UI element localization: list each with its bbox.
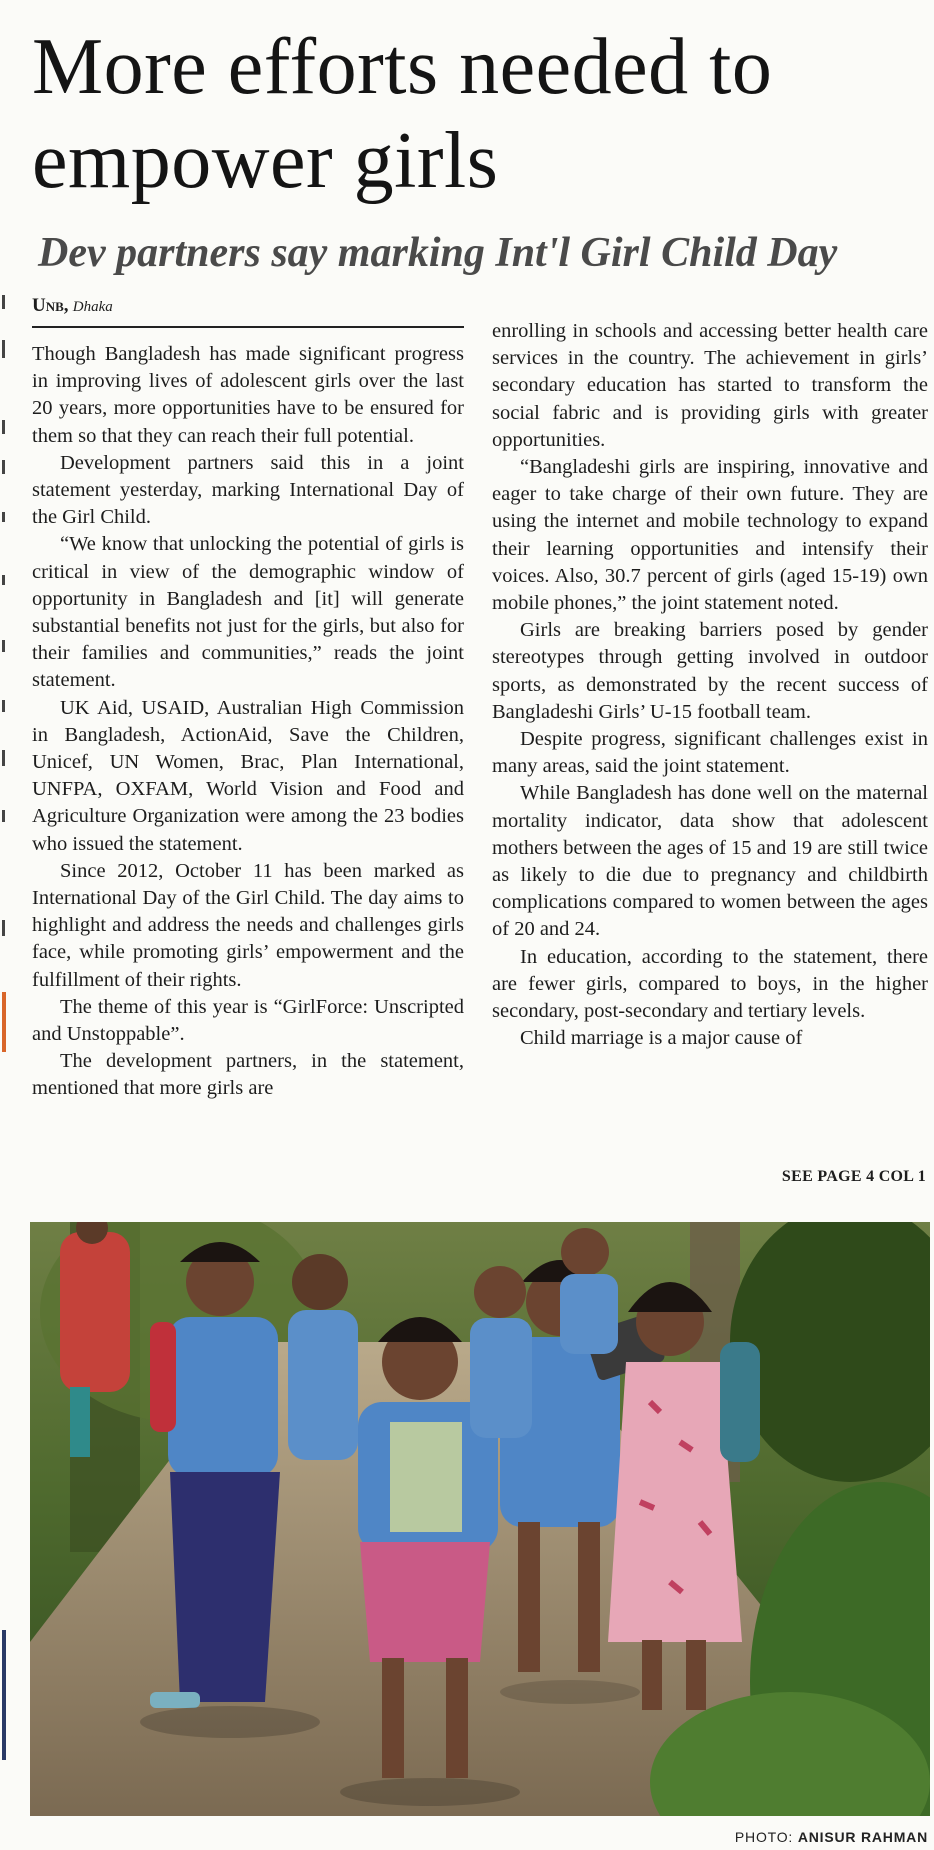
byline [32, 296, 113, 317]
news-photo [30, 1222, 930, 1816]
gutter-mark [2, 295, 5, 309]
gutter-mark [2, 460, 5, 474]
gutter-mark [2, 512, 5, 522]
paragraph: Child marriage is a major cause of [520, 1027, 803, 1050]
gutter-mark [2, 640, 5, 652]
byline-place: Dhaka [72, 299, 113, 315]
left-column [32, 341, 464, 1103]
paragraph: Since 2012, October 11 has been marked as International Day of the Girl Child. The day aims to highlight and address the needs and challenges girls face, while promoting girls’ empowerment and the fulfillment of their rights. [32, 859, 464, 991]
paragraph: Girls are breaking barriers posed by gender stereotypes through getting involved in outdoor sports, as demonstrated by the recent success of Bangladeshi Girls’ U-15 football team. [492, 619, 928, 723]
paragraph: “We know that unlocking the potential of girls is critical in view of the demographic window of opportunity in Bangladesh and [it] will generate substantial benefits not just for the girls, but also for their families and communities,” reads the joint statement. [32, 533, 464, 692]
photo-credit-name: ANISUR RAHMAN [797, 1829, 928, 1845]
gutter-mark [2, 700, 5, 712]
photo-credit-label: PHOTO: [734, 1829, 794, 1845]
subhead: Dev partners say marking Int'l Girl Child Day [38, 230, 838, 276]
paragraph: enrolling in schools and accessing better health care services in the country. The achievement in girls’ secondary education has started to transform the social fabric and is providing girls with greater opportunities. [492, 320, 928, 451]
gutter-color-bar [2, 1630, 6, 1760]
byline-agency: Unb, [32, 295, 69, 316]
gutter-mark [2, 575, 5, 585]
paragraph: The development partners, in the statement, mentioned that more girls are [32, 1050, 464, 1100]
paragraph: Despite progress, significant challenges exist in many areas, said the joint statement. [492, 728, 928, 778]
byline-rule [32, 326, 464, 328]
gutter-color-bar [2, 992, 6, 1052]
paragraph: UK Aid, USAID, Australian High Commission in Bangladesh, ActionAid, Save the Children, Unicef, UN Women, Brac, Plan International, UNFPA, OXFAM, World Vision and Food and Agriculture Organization were among the 23 bodies who issued the statement. [32, 696, 464, 855]
gutter-mark [2, 750, 5, 766]
continuation-jump[interactable]: SEE PAGE 4 COL 1 [781, 1168, 926, 1185]
paragraph: “Bangladeshi girls are inspiring, innovative and eager to take charge of their own future. They are using the internet and mobile technology to expand their learning opportunities and intensify their voices. Also, 30.7 percent of girls (aged 15-19) own mobile phones,” the joint statement noted. [492, 456, 928, 615]
paragraph: Development partners said this in a joint statement yesterday, marking International Day of the Girl Child. [32, 451, 464, 529]
gutter-mark [2, 920, 5, 936]
paragraph: Though Bangladesh has made significant progress in improving lives of adolescent girls over the last 20 years, more opportunities have to be ensured for them so that they can reach their full potential. [32, 343, 464, 447]
right-column [492, 318, 928, 1052]
paragraph: The theme of this year is “GirlForce: Unscripted and Unstoppable”. [32, 995, 464, 1046]
paragraph: In education, according to the statement, there are fewer girls, compared to boys, in the higher secondary, post-secondary and tertiary levels. [492, 945, 928, 1023]
photo-credit [735, 1829, 928, 1845]
gutter-mark [2, 340, 5, 358]
gutter-mark [2, 810, 5, 822]
headline: More efforts needed to empower girls [32, 23, 773, 205]
paragraph: While Bangladesh has done well on the maternal mortality indicator, data show that adolescent mothers between the ages of 15 and 19 are still twice as likely to die due to pregnancy and childbirth complications compared to women between the ages of 20 and 24. [492, 782, 928, 941]
page-gutter [0, 0, 14, 1850]
gutter-mark [2, 420, 5, 434]
photo-schoolgirls-illustration [30, 1222, 930, 1816]
